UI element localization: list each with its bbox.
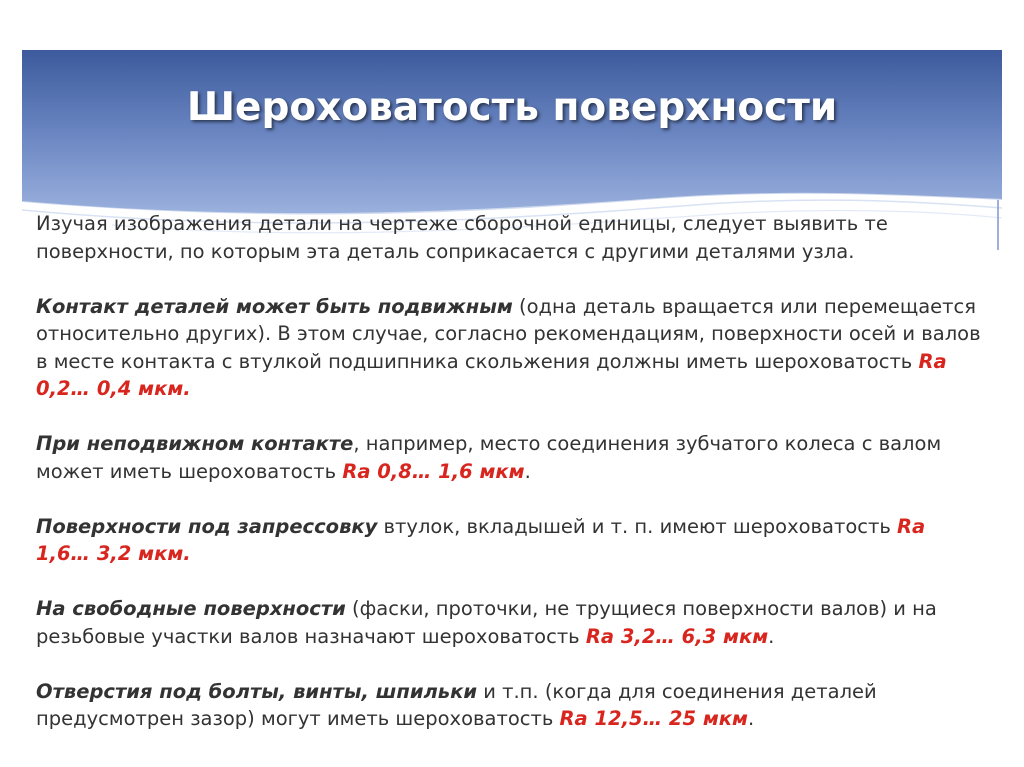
roughness-value: Ra 0,8… 1,6 мкм <box>342 459 525 483</box>
paragraph-intro-text: Изучая изображения детали на чертеже сборочной единицы, следует выявить те поверхности, по которым эта деталь соприкасается с другими деталями узла. <box>36 212 888 263</box>
paragraph-intro <box>36 210 981 265</box>
body-text: втулок, вкладышей и т. п. имеют шероховатость <box>377 514 898 538</box>
paragraph-moving-contact <box>36 293 981 403</box>
roughness-value: Ra 1,6… 3,2 мкм. <box>36 514 926 565</box>
body-text: и т.п. (когда для соединения деталей предусмотрен зазор) могут иметь шероховатость <box>36 679 877 730</box>
paragraph-fixed-contact <box>36 430 981 485</box>
lead-text: На свободные поверхности <box>36 597 346 620</box>
paragraph-free-surfaces <box>36 595 981 650</box>
lead-text: Отверстия под болты, винты, шпильки <box>36 679 478 703</box>
tail-text: . <box>747 707 755 730</box>
roughness-value: Ra 12,5… 25 мкм <box>559 707 748 730</box>
slide-body <box>36 210 981 733</box>
lead-text: Поверхности под запрессовку <box>36 514 378 538</box>
lead-text: При неподвижном контакте <box>36 432 354 455</box>
slide-title: Шероховатость поверхности <box>186 85 838 130</box>
roughness-value: Ra 0,2… 0,4 мкм. <box>36 349 947 400</box>
tail-text: . <box>768 624 775 648</box>
tail-text: . <box>524 459 531 483</box>
paragraph-bolt-holes <box>36 678 981 733</box>
body-text: , например, место соединения зубчатого колеса с валом может иметь шероховатость <box>36 432 942 483</box>
lead-text: Контакт деталей может быть подвижным <box>36 294 513 318</box>
roughness-value: Ra 3,2… 6,3 мкм <box>585 624 769 648</box>
body-text: (одна деталь вращается или перемещается относительно других). В этом случае, согласно рекомендациям, поверхности осей и валов в месте контакта с втулкой подшипника скольжения должны иметь шероховатость <box>36 294 981 373</box>
body-text: (фаски, проточки, не трущиеся поверхности валов) и на резьбовые участки валов назначают шероховатость <box>36 597 937 648</box>
paragraph-press-fit <box>36 513 981 568</box>
